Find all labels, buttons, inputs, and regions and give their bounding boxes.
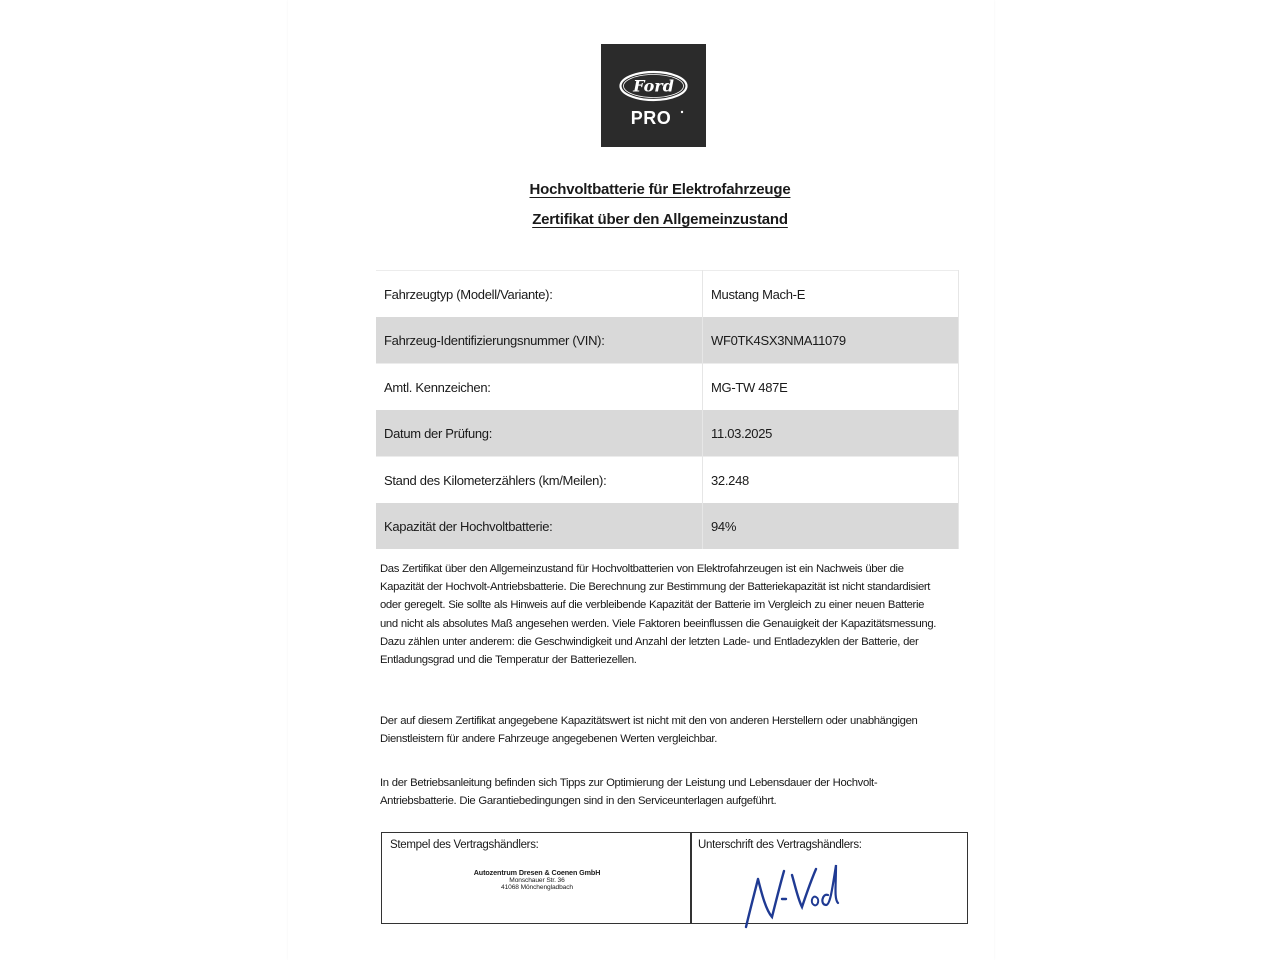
table-row [376,364,959,411]
table-row [376,410,959,457]
stamp-company-name: Autozentrum Dresen & Coenen GmbH [473,868,601,877]
row-label-vehicle-type: Fahrzeugtyp (Modell/Variante): [376,271,703,318]
row-label-license-plate: Amtl. Kennzeichen: [376,364,703,411]
table-row [376,271,959,318]
signature-label: Unterschrift des Vertragshändlers: [698,839,862,851]
row-label-battery-capacity: Kapazität der Hochvoltbatterie: [376,503,703,549]
ford-oval-icon [601,44,706,147]
pro-product-text: PRO [630,108,672,128]
row-label-vin: Fahrzeug-Identifizierungsnummer (VIN): [376,317,703,364]
stamp-city: 41068 Mönchengladbach [501,884,573,892]
row-label-test-date: Datum der Prüfung: [376,410,703,457]
dealer-signature-box [381,832,968,924]
dealer-stamp [422,869,652,892]
row-value-vin: WF0TK4SX3NMA11079 [703,317,959,364]
table-row [376,457,959,504]
document-title: Hochvoltbatterie für Elektrofahrzeuge [529,181,791,198]
row-value-odometer: 32.248 [703,457,959,504]
row-label-odometer: Stand des Kilometerzählers (km/Meilen): [376,457,703,504]
handwritten-signature [732,855,852,935]
comparability-paragraph: Der auf diesem Zertifikat angegebene Kapazitätswert ist nicht mit den von anderen Herstellern oder unabhängigen Dienstleistern für andere Fahrzeuge angegebenen Werten vergleichbar. [380,715,918,746]
stamp-street: Monschauer Str. 36 [509,876,565,884]
table-row [376,317,959,364]
row-value-battery-capacity: 94% [703,503,959,549]
vehicle-data-table [376,270,959,549]
document-subtitle: Zertifikat über den Allgemeinzustand [532,211,788,228]
manual-hint-paragraph: In der Betriebsanleitung befinden sich Tipps zur Optimierung der Leistung und Lebensdauer der Hochvolt-Antriebsbatterie. Die Garantiebedingungen sind in den Serviceunterlagen aufgeführt. [380,777,878,808]
row-value-vehicle-type: Mustang Mach-E [703,271,959,318]
signature-box-divider [690,833,692,923]
table-row [376,503,959,549]
ford-pro-logo [601,44,706,147]
stamp-label: Stempel des Vertragshändlers: [390,839,539,851]
explanation-paragraph: Das Zertifikat über den Allgemeinzustand für Hochvoltbatterien von Elektrofahrzeugen ist ein Nachweis über die Kapazität der Hochvolt-Antriebsbatterie. Die Berechnung zur Bestimmung der Batteriekapazität ist nicht standardisiert oder geregelt. Sie sollte als Hinweis auf die verbleibende Kapazität der Batterie im Vergleich zu einer neuen Batterie und nicht als absolutes Maß angesehen werden. Viele Faktoren beeinflussen die Genauigkeit der Kapazitätsmessung. Dazu zählen unter anderem: die Geschwindigkeit und Anzahl der letzten Lade- und Entladezyklen der Batterie, der Entladungsgrad und die Temperatur der Batteriezellen. [380,563,937,667]
row-value-test-date: 11.03.2025 [703,410,959,457]
ford-brand-text: Ford [633,76,674,96]
row-value-license-plate: MG-TW 487E [703,364,959,411]
